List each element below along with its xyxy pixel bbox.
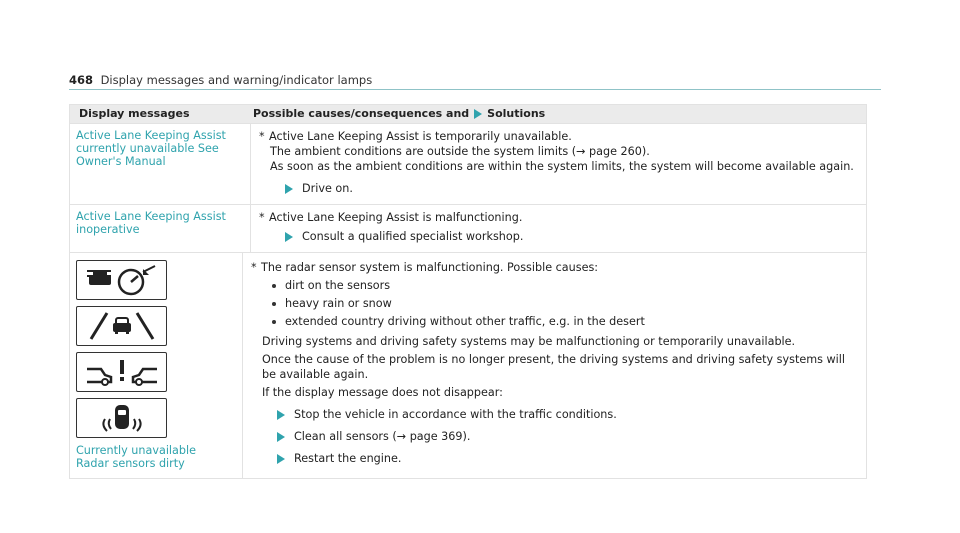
causes-cell [251, 205, 866, 252]
col-header-messages: Display messages [79, 107, 190, 120]
cause-bullet: extended country driving without other traffic, e.g. in the desert [251, 314, 858, 329]
table-row [70, 204, 866, 252]
solution-arrow-icon [285, 184, 293, 194]
col-header-solutions-label: Solutions [487, 107, 546, 120]
solution-step: Restart the engine. [251, 451, 858, 466]
causes-cell [243, 253, 866, 478]
display-message[interactable]: Active Lane Keeping Assist inoperative [70, 205, 251, 252]
solution-step: Drive on. [259, 181, 858, 196]
messages-table [69, 104, 867, 479]
cause-line: If the display message does not disappear: [262, 386, 503, 399]
table-row [70, 252, 866, 478]
cruise-speedometer-icon [76, 260, 167, 300]
col-header-causes-label: Possible causes/consequences and [253, 107, 470, 120]
header-divider [69, 89, 881, 90]
cause-line: The ambient conditions are outside the system limits (→ page 260). [270, 145, 650, 158]
cause-bullet: dirt on the sensors [251, 278, 858, 293]
table-row [70, 123, 866, 204]
solution-arrow-icon [474, 109, 482, 119]
solution-arrow-icon [277, 454, 285, 464]
cause-line: Once the cause of the problem is no longer present, the driving systems and driving safety systems will be available again. [262, 353, 845, 381]
cause-text: * The radar sensor system is malfunctioning. Possible causes: [251, 261, 599, 274]
solution-arrow-icon [277, 410, 285, 420]
distance-warning-icon [76, 352, 167, 392]
cause-line: As soon as the ambient conditions are within the system limits, the system will become available again. [270, 160, 854, 173]
solution-step: Stop the vehicle in accordance with the traffic conditions. [251, 407, 858, 422]
cause-text: * Active Lane Keeping Assist is temporarily unavailable. [259, 130, 572, 143]
solution-arrow-icon [277, 432, 285, 442]
cause-bullet: heavy rain or snow [251, 296, 858, 311]
solution-step: Clean all sensors (→ page 369). [251, 429, 858, 444]
page-number: 468 [69, 73, 94, 87]
solution-step: Consult a qualified specialist workshop. [259, 229, 858, 244]
display-message[interactable]: Active Lane Keeping Assist currently unavailable See Owner's Manual [70, 124, 251, 204]
page-header [69, 73, 881, 87]
solution-arrow-icon [285, 232, 293, 242]
parking-sensor-icon [76, 398, 167, 438]
page-title: Display messages and warning/indicator lamps [100, 73, 373, 87]
causes-cell [251, 124, 866, 204]
display-message-icons [70, 253, 243, 478]
display-message[interactable]: Currently unavailable Radar sensors dirty [76, 444, 196, 470]
cause-text: * Active Lane Keeping Assist is malfunctioning. [259, 211, 523, 224]
cause-line: Driving systems and driving safety systems may be malfunctioning or temporarily unavailable. [262, 335, 796, 348]
table-header [70, 105, 866, 123]
col-header-causes [239, 105, 545, 123]
lane-keeping-icon [76, 306, 167, 346]
